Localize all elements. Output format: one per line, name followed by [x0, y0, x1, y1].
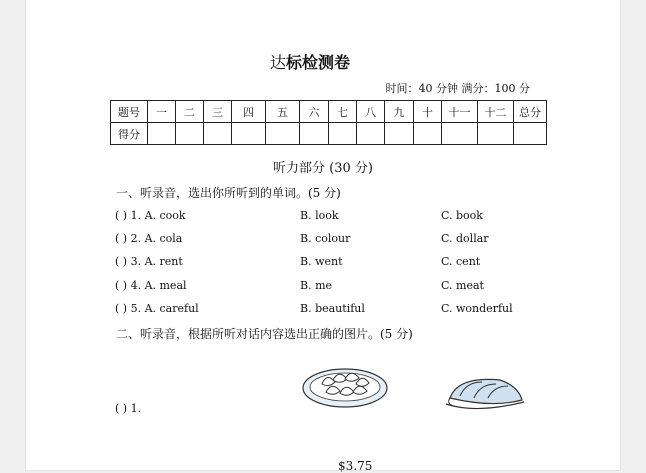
score-header-cell: 四: [232, 101, 266, 123]
score-cell: [329, 123, 357, 145]
score-header-cell: 二: [176, 101, 204, 123]
q1-item-3: ( ) 3. A. rent: [115, 255, 183, 268]
listening-section-title: 听力部分 (30 分): [273, 161, 373, 176]
score-cell: [514, 123, 547, 145]
score-cell: [232, 123, 266, 145]
score-cell: [442, 123, 478, 145]
score-cell: [300, 123, 329, 145]
q2-item-1: ( ) 1.: [115, 402, 142, 415]
q1-item-2: ( ) 2. A. cola: [115, 232, 183, 245]
score-header-cell: 十二: [478, 101, 514, 123]
dumplings-plate-picture: [300, 362, 392, 410]
score-cell: [385, 123, 414, 145]
q1-item-3-option-b: B. went: [300, 255, 343, 268]
score-header-cell: 十: [414, 101, 442, 123]
score-header-cell: 总分: [514, 101, 547, 123]
score-header-cell: 题号: [111, 101, 148, 123]
time-score-info: 时间：40 分钟 满分：100 分: [385, 82, 530, 95]
q1-item-1: ( ) 1. A. cook: [115, 209, 186, 222]
q1-item-2-option-b: B. colour: [300, 232, 351, 245]
score-cell: [478, 123, 514, 145]
q1-item-5: ( ) 5. A. careful: [115, 302, 199, 315]
question-1-prompt: 一、听录音，选出你所听到的单词。(5 分): [116, 186, 341, 200]
q1-item-2-option-c: C. dollar: [441, 232, 489, 245]
q1-item-4-option-c: C. meat: [441, 279, 484, 292]
score-row-label: 得分: [111, 123, 148, 145]
q1-item-1-option-c: C. book: [441, 209, 483, 222]
question-2-prompt: 二、听录音，根据所听对话内容选出正确的图片。(5 分): [116, 327, 413, 341]
q1-item-1-option-b: B. look: [300, 209, 339, 222]
score-header-cell: 五: [266, 101, 300, 123]
q1-item-3-option-c: C. cent: [441, 255, 481, 268]
q1-item-4-option-b: B. me: [300, 279, 333, 292]
q1-item-5-option-c: C. wonderful: [441, 302, 513, 315]
score-header-cell: 九: [385, 101, 414, 123]
price-label: $3.75: [338, 459, 373, 473]
score-cell: [357, 123, 385, 145]
score-header-cell: 八: [357, 101, 385, 123]
score-header-cell: 七: [329, 101, 357, 123]
score-table: [110, 100, 547, 145]
fish-plate-picture: [440, 370, 530, 414]
score-header-cell: 一: [148, 101, 176, 123]
exam-title: 达标检测卷: [269, 53, 351, 72]
score-header-cell: 六: [300, 101, 329, 123]
score-header-cell: 十一: [442, 101, 478, 123]
score-cell: [266, 123, 300, 145]
q1-item-5-option-b: B. beautiful: [300, 302, 365, 315]
score-cell: [176, 123, 204, 145]
score-cell: [414, 123, 442, 145]
score-cell: [204, 123, 232, 145]
score-cell: [148, 123, 176, 145]
score-table-score-row: [111, 123, 547, 145]
q1-item-4: ( ) 4. A. meal: [115, 279, 187, 292]
score-table-header-row: [111, 101, 547, 123]
score-header-cell: 三: [204, 101, 232, 123]
